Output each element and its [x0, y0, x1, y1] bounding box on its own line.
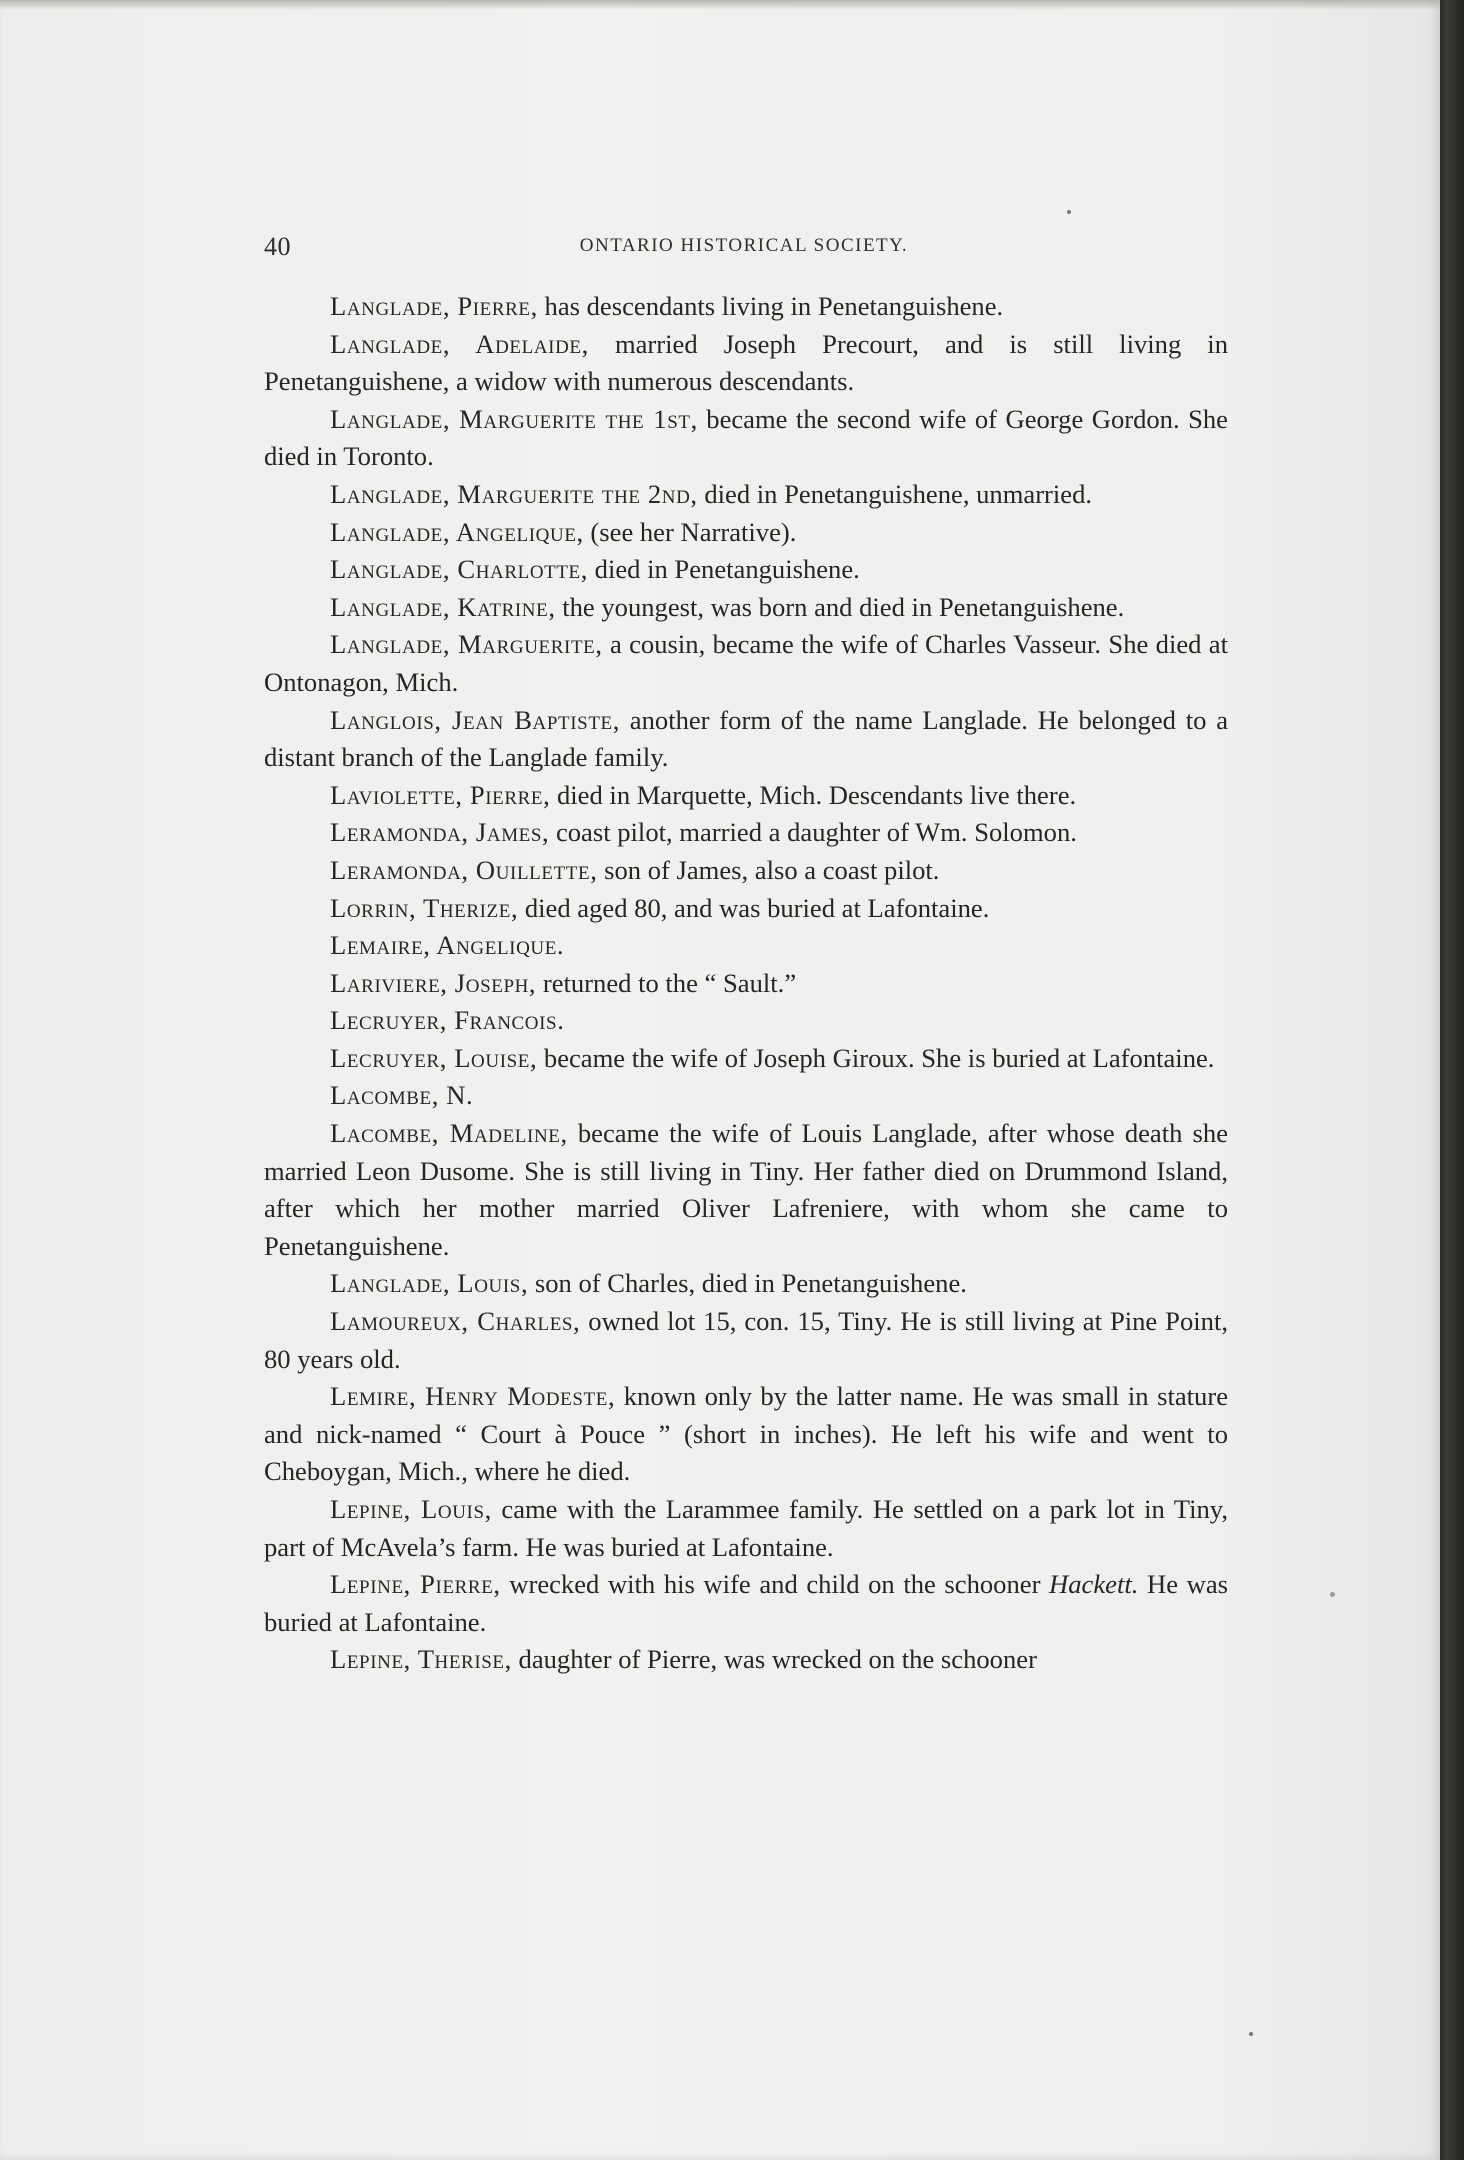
entry-lepine-louis — [264, 1491, 1228, 1566]
entry-text: the youngest, was born and died in Penetanguishene. — [555, 591, 1125, 622]
entry-name: Leramonda, Ouillette, — [330, 854, 598, 885]
entry-text: daughter of Pierre, was wrecked on the schooner — [511, 1644, 1037, 1675]
entry-leramonda-james — [264, 814, 1228, 852]
entry-text: (see her Narrative). — [583, 516, 797, 547]
entry-name: Lepine, Louis, — [330, 1494, 492, 1524]
entry-langlade-marguerite-2nd — [264, 476, 1228, 514]
entry-lemire-henry-modeste — [264, 1378, 1228, 1491]
entry-name: Langlade, Katrine, — [330, 591, 556, 622]
entry-text: became the second wife of George Gordon. She died in Toronto. — [264, 403, 1228, 472]
running-head: ONTARIO HISTORICAL SOCIETY. — [579, 235, 909, 256]
page-header — [264, 232, 1228, 266]
entry-langlois-jean-baptiste — [264, 702, 1228, 777]
entry-name: Langlade, Angelique, — [330, 516, 584, 547]
text-body — [264, 288, 1228, 1679]
page-number: 40 — [264, 232, 291, 261]
entry-text: wrecked with his wife and child on the schooner — [500, 1569, 1050, 1600]
ship-name: Hackett. — [1049, 1569, 1139, 1600]
entry-name: Lemire, Henry Modeste, — [330, 1381, 616, 1412]
entry-langlade-pierre — [264, 288, 1228, 326]
entry-lacombe-madeline — [264, 1115, 1228, 1265]
entry-name: Langlade, Marguerite, — [330, 629, 603, 660]
entry-langlade-marguerite-cousin — [264, 626, 1228, 701]
entry-name: Langlade, Pierre, — [330, 291, 538, 321]
entry-langlade-adelaide — [264, 326, 1228, 401]
entry-name: Langlade, Marguerite the 1st, — [330, 403, 698, 434]
entry-text: died aged 80, and was buried at Lafontaine. — [518, 892, 990, 923]
entry-langlade-katrine — [264, 589, 1228, 627]
page-right-edge — [1440, 0, 1464, 2160]
entry-name: Lacombe, N. — [330, 1080, 474, 1111]
entry-lariviere-joseph — [264, 965, 1228, 1003]
entry-lamoureux-charles — [264, 1303, 1228, 1378]
entry-lecruyer-francois — [264, 1002, 1228, 1040]
paper-speck — [1330, 1592, 1335, 1597]
entry-lecruyer-louise — [264, 1040, 1228, 1078]
entry-text: died in Marquette, Mich. Descendants live there. — [550, 779, 1077, 810]
entry-name: Lecruyer, Francois. — [330, 1005, 565, 1036]
entry-name: Lepine, Pierre, — [330, 1569, 501, 1600]
entry-text: son of James, also a coast pilot. — [597, 854, 940, 885]
entry-name: Laviolette, Pierre, — [330, 779, 551, 810]
entry-text: another form of the name Langlade. He belonged to a distant branch of the Langlade family. — [264, 704, 1228, 773]
entry-name: Langlois, Jean Baptiste, — [330, 704, 621, 735]
entry-text: became the wife of Louis Langlade, after whose death she married Leon Dusome. She is still living in Tiny. Her father died on Drummond Island, after which her mother married Oliver Lafreniere, with whom she came to Penetanguishene. — [264, 1118, 1228, 1261]
entry-langlade-louis — [264, 1265, 1228, 1303]
entry-text: son of Charles, died in Penetanguishene. — [528, 1268, 967, 1299]
entry-name: Langlade, Adelaide, — [330, 328, 589, 359]
entry-langlade-charlotte — [264, 551, 1228, 589]
entry-name: Lariviere, Joseph, — [330, 967, 537, 998]
paper-speck — [1067, 210, 1071, 214]
entry-lorrin-therize — [264, 890, 1228, 928]
entry-text: returned to the “ Sault.” — [536, 967, 797, 998]
entry-lepine-pierre — [264, 1566, 1228, 1641]
entry-text: came with the Larammee family. He settled on a park lot in Tiny, part of McAvela’s farm. He was buried at Lafontaine. — [264, 1494, 1229, 1562]
entry-text: a cousin, became the wife of Charles Vasseur. She died at Ontonagon, Mich. — [264, 629, 1228, 697]
entry-name: Leramonda, James, — [330, 817, 550, 848]
entry-name: Lacombe, Madeline, — [330, 1118, 568, 1149]
entry-text: owned lot 15, con. 15, Tiny. He is still living at Pine Point, 80 years old. — [264, 1306, 1228, 1374]
entry-name: Langlade, Louis, — [330, 1268, 529, 1299]
entry-name: Langlade, Marguerite the 2nd, — [330, 478, 698, 509]
entry-langlade-marguerite-1st — [264, 401, 1228, 476]
entry-text-after: He was buried at Lafontaine. — [264, 1569, 1228, 1637]
entry-laviolette-pierre — [264, 777, 1228, 815]
entry-text: has descendants living in Penetanguishene. — [537, 291, 1004, 321]
paper-speck — [1249, 2032, 1253, 2036]
entry-name: Lamoureux, Charles, — [330, 1306, 581, 1337]
entry-text: died in Penetanguishene, unmarried. — [697, 478, 1093, 509]
entry-text: became the wife of Joseph Giroux. She is buried at Lafontaine. — [537, 1042, 1215, 1073]
entry-text: known only by the latter name. He was small in stature and nick-named “ Court à Pouce ” (short in inches). He left his wife and went to Cheboygan, Mich., where he died. — [264, 1381, 1228, 1487]
entry-lacombe-n — [264, 1077, 1228, 1115]
entry-text: coast pilot, married a daughter of Wm. Solomon. — [549, 817, 1077, 848]
entry-text: married Joseph Precourt, and is still living in Penetanguishene, a widow with numerous descendants. — [264, 328, 1228, 397]
page-top-shadow — [0, 0, 1440, 10]
entry-name: Langlade, Charlotte, — [330, 554, 589, 585]
entry-text: died in Penetanguishene. — [588, 554, 860, 585]
entry-leramonda-ouillette — [264, 852, 1228, 890]
entry-lepine-therise — [264, 1641, 1228, 1679]
entry-name: Lepine, Therise, — [330, 1644, 512, 1675]
entry-lemaire-angelique — [264, 927, 1228, 965]
entry-name: Lecruyer, Louise, — [330, 1042, 538, 1073]
entry-langlade-angelique — [264, 514, 1228, 552]
entry-name: Lorrin, Therize, — [330, 892, 519, 923]
entry-name: Lemaire, Angelique. — [330, 930, 565, 961]
